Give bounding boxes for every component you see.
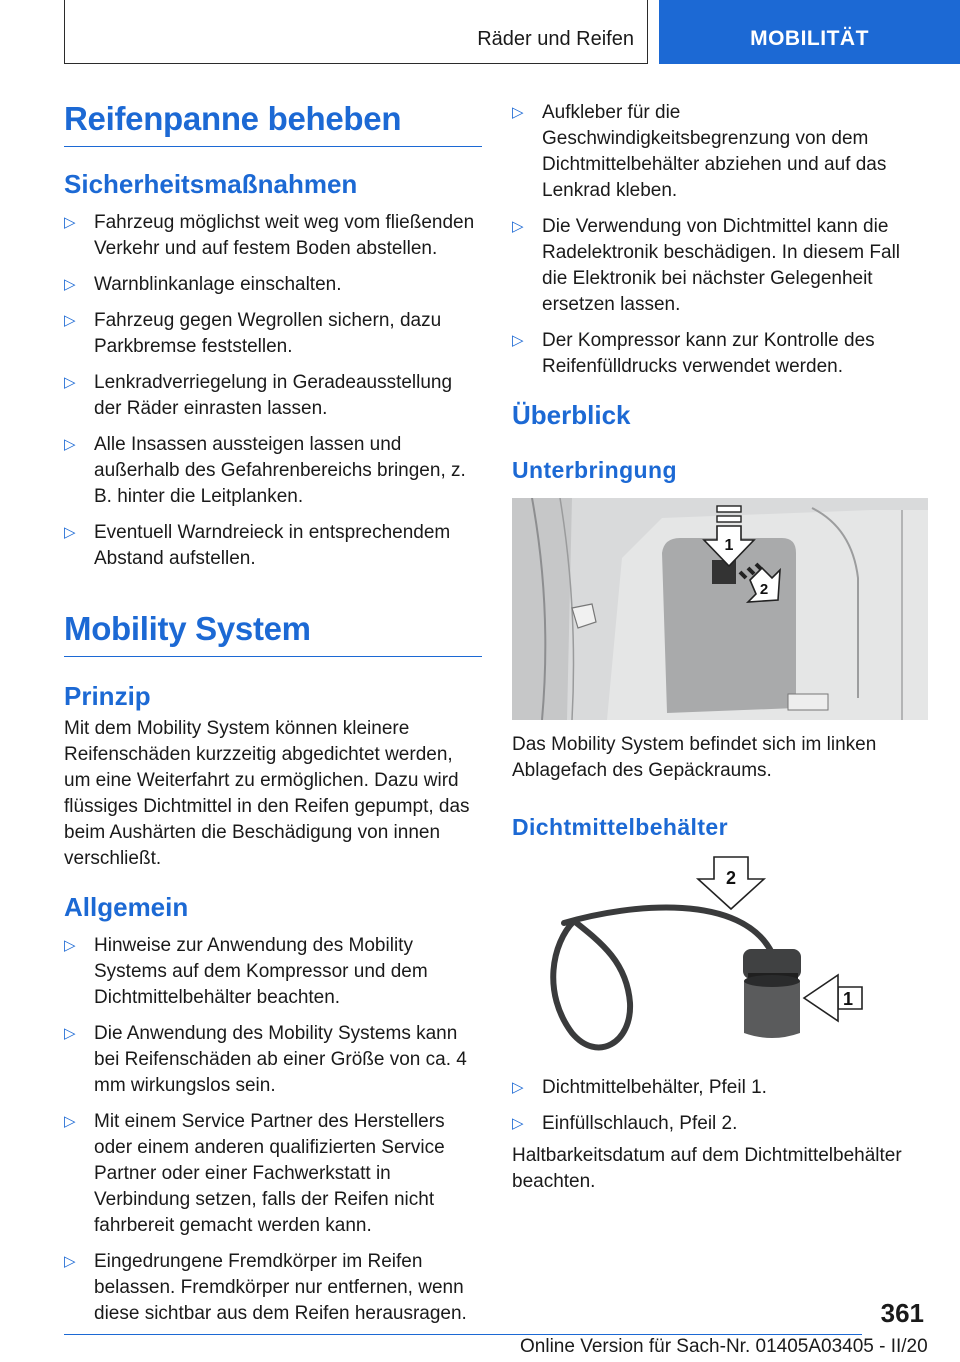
list-item: ▷ Alle Insassen aussteigen lassen und außerhalb des Gefahrenbereichs bringen, z. B. hinter die Leitplanken. [64,434,466,507]
triangle-bullet-icon: ▷ [64,312,76,329]
list-item: ▷ Aufkleber für die Geschwindigkeitsbegrenzung von dem Dichtmittelbehälter abziehen und auf das Lenkrad kleben. [512,102,887,201]
general-list [64,933,482,1327]
triangle-bullet-icon: ▷ [512,1115,524,1132]
overview-heading: Überblick [512,400,631,430]
arrow-2-icon [698,857,764,909]
triangle-bullet-icon: ▷ [512,332,524,349]
svg-text:1: 1 [842,989,854,1009]
list-item: ▷ Warnblinkanlage einschalten. [64,272,482,298]
header-section-title: Räder und Reifen [477,28,634,50]
safety-heading: Sicherheitsmaßnahmen [64,169,358,199]
list-item: ▷ Hinweise zur Anwendung des Mobility Systems auf dem Kompressor und dem Dichtmittelbehälter beachten. [64,935,428,1008]
right-column [512,100,928,1195]
expiry-note: Haltbarkeitsdatum auf dem Dichtmittelbehälter beachten. [512,1145,902,1192]
triangle-bullet-icon: ▷ [64,524,76,541]
list-item: ▷ Die Verwendung von Dichtmittel kann die Radelektronik beschädigen. In diesem Fall die Elektronik bei nächster Gelegenheit ersetzen lassen. [512,216,901,315]
container-list [512,1075,928,1137]
triangle-bullet-icon: ▷ [64,1253,76,1270]
trunk-storage-illustration [512,498,928,720]
list-item: ▷ Fahrzeug gegen Wegrollen sichern, dazu Parkbremse feststellen. [64,310,442,357]
sealant-container-illustration [512,853,928,1061]
triangle-bullet-icon: ▷ [64,214,76,231]
list-item: ▷ Dichtmittelbehälter, Pfeil 1. [512,1075,928,1101]
triangle-bullet-icon: ▷ [64,937,76,954]
list-item: ▷ Einfüllschlauch, Pfeil 2. [512,1111,928,1137]
triangle-bullet-icon: ▷ [512,1079,524,1096]
list-item: ▷ Eingedrungene Fremdkörper im Reifen belassen. Fremdkörper nur entfernen, wenn diese sichtbar aus dem Reifen herausragen. [64,1251,467,1324]
svg-text:2: 2 [725,868,737,888]
triangle-bullet-icon: ▷ [512,218,524,235]
principle-heading: Prinzip [64,681,151,711]
safety-list [64,210,482,572]
mobility-system-title: Mobility System [64,610,482,657]
list-item: ▷ Die Anwendung des Mobility Systems kann bei Reifenschäden ab einer Größe von ca. 4 mm wirkungslos sein. [64,1023,467,1096]
triangle-bullet-icon: ▷ [512,104,524,121]
page-title: Reifenpanne beheben [64,100,482,147]
list-item: ▷ Der Kompressor kann zur Kontrolle des Reifenfülldrucks verwendet werden. [512,330,875,377]
list-item: ▷ Fahrzeug möglichst weit weg vom fließenden Verkehr und auf festem Boden abstellen. [64,212,475,259]
principle-text: Mit dem Mobility System können kleinere Reifenschäden kurzzeitig abgedichtet werden, um eine Weiterfahrt zu ermöglichen. Dazu wird flüssiges Dichtmittel in den Reifen gepumpt, das beim Aushärten die Beschädigung von innen verschließt. [64,718,470,869]
storage-caption: Das Mobility System befindet sich im linken Ablagefach des Gepäckraums. [512,734,877,781]
triangle-bullet-icon: ▷ [64,374,76,391]
list-item: ▷ Mit einem Service Partner des Herstellers oder einem anderen qualifizierten Service Partner oder einer Fachwerkstatt in Verbindung setzen, falls der Reifen nicht fahrbereit gemacht werden kann. [64,1111,445,1236]
footer-edition: Online Version für Sach-Nr. 01405A03405 - II/20 [520,1336,928,1357]
triangle-bullet-icon: ▷ [64,1025,76,1042]
triangle-bullet-icon: ▷ [64,436,76,453]
svg-text:1: 1 [724,537,734,554]
svg-text:2: 2 [759,581,769,598]
storage-heading: Unterbringung [512,457,677,483]
chapter-tab: MOBILITÄT [659,0,960,64]
list-item: ▷ Lenkradverriegelung in Geradeausstellung der Räder einrasten lassen. [64,372,453,419]
list-item: ▷ Eventuell Warndreieck in entsprechendem Abstand aufstellen. [64,522,451,569]
container-heading: Dichtmittelbehälter [512,814,728,840]
page-number: 361 [880,1298,924,1328]
arrow-1-icon [804,975,862,1021]
mobility-notes-list [512,100,928,380]
left-column [64,100,482,1337]
footer-rule [64,1334,862,1335]
triangle-bullet-icon: ▷ [64,276,76,293]
triangle-bullet-icon: ▷ [64,1113,76,1130]
general-heading: Allgemein [64,892,189,922]
